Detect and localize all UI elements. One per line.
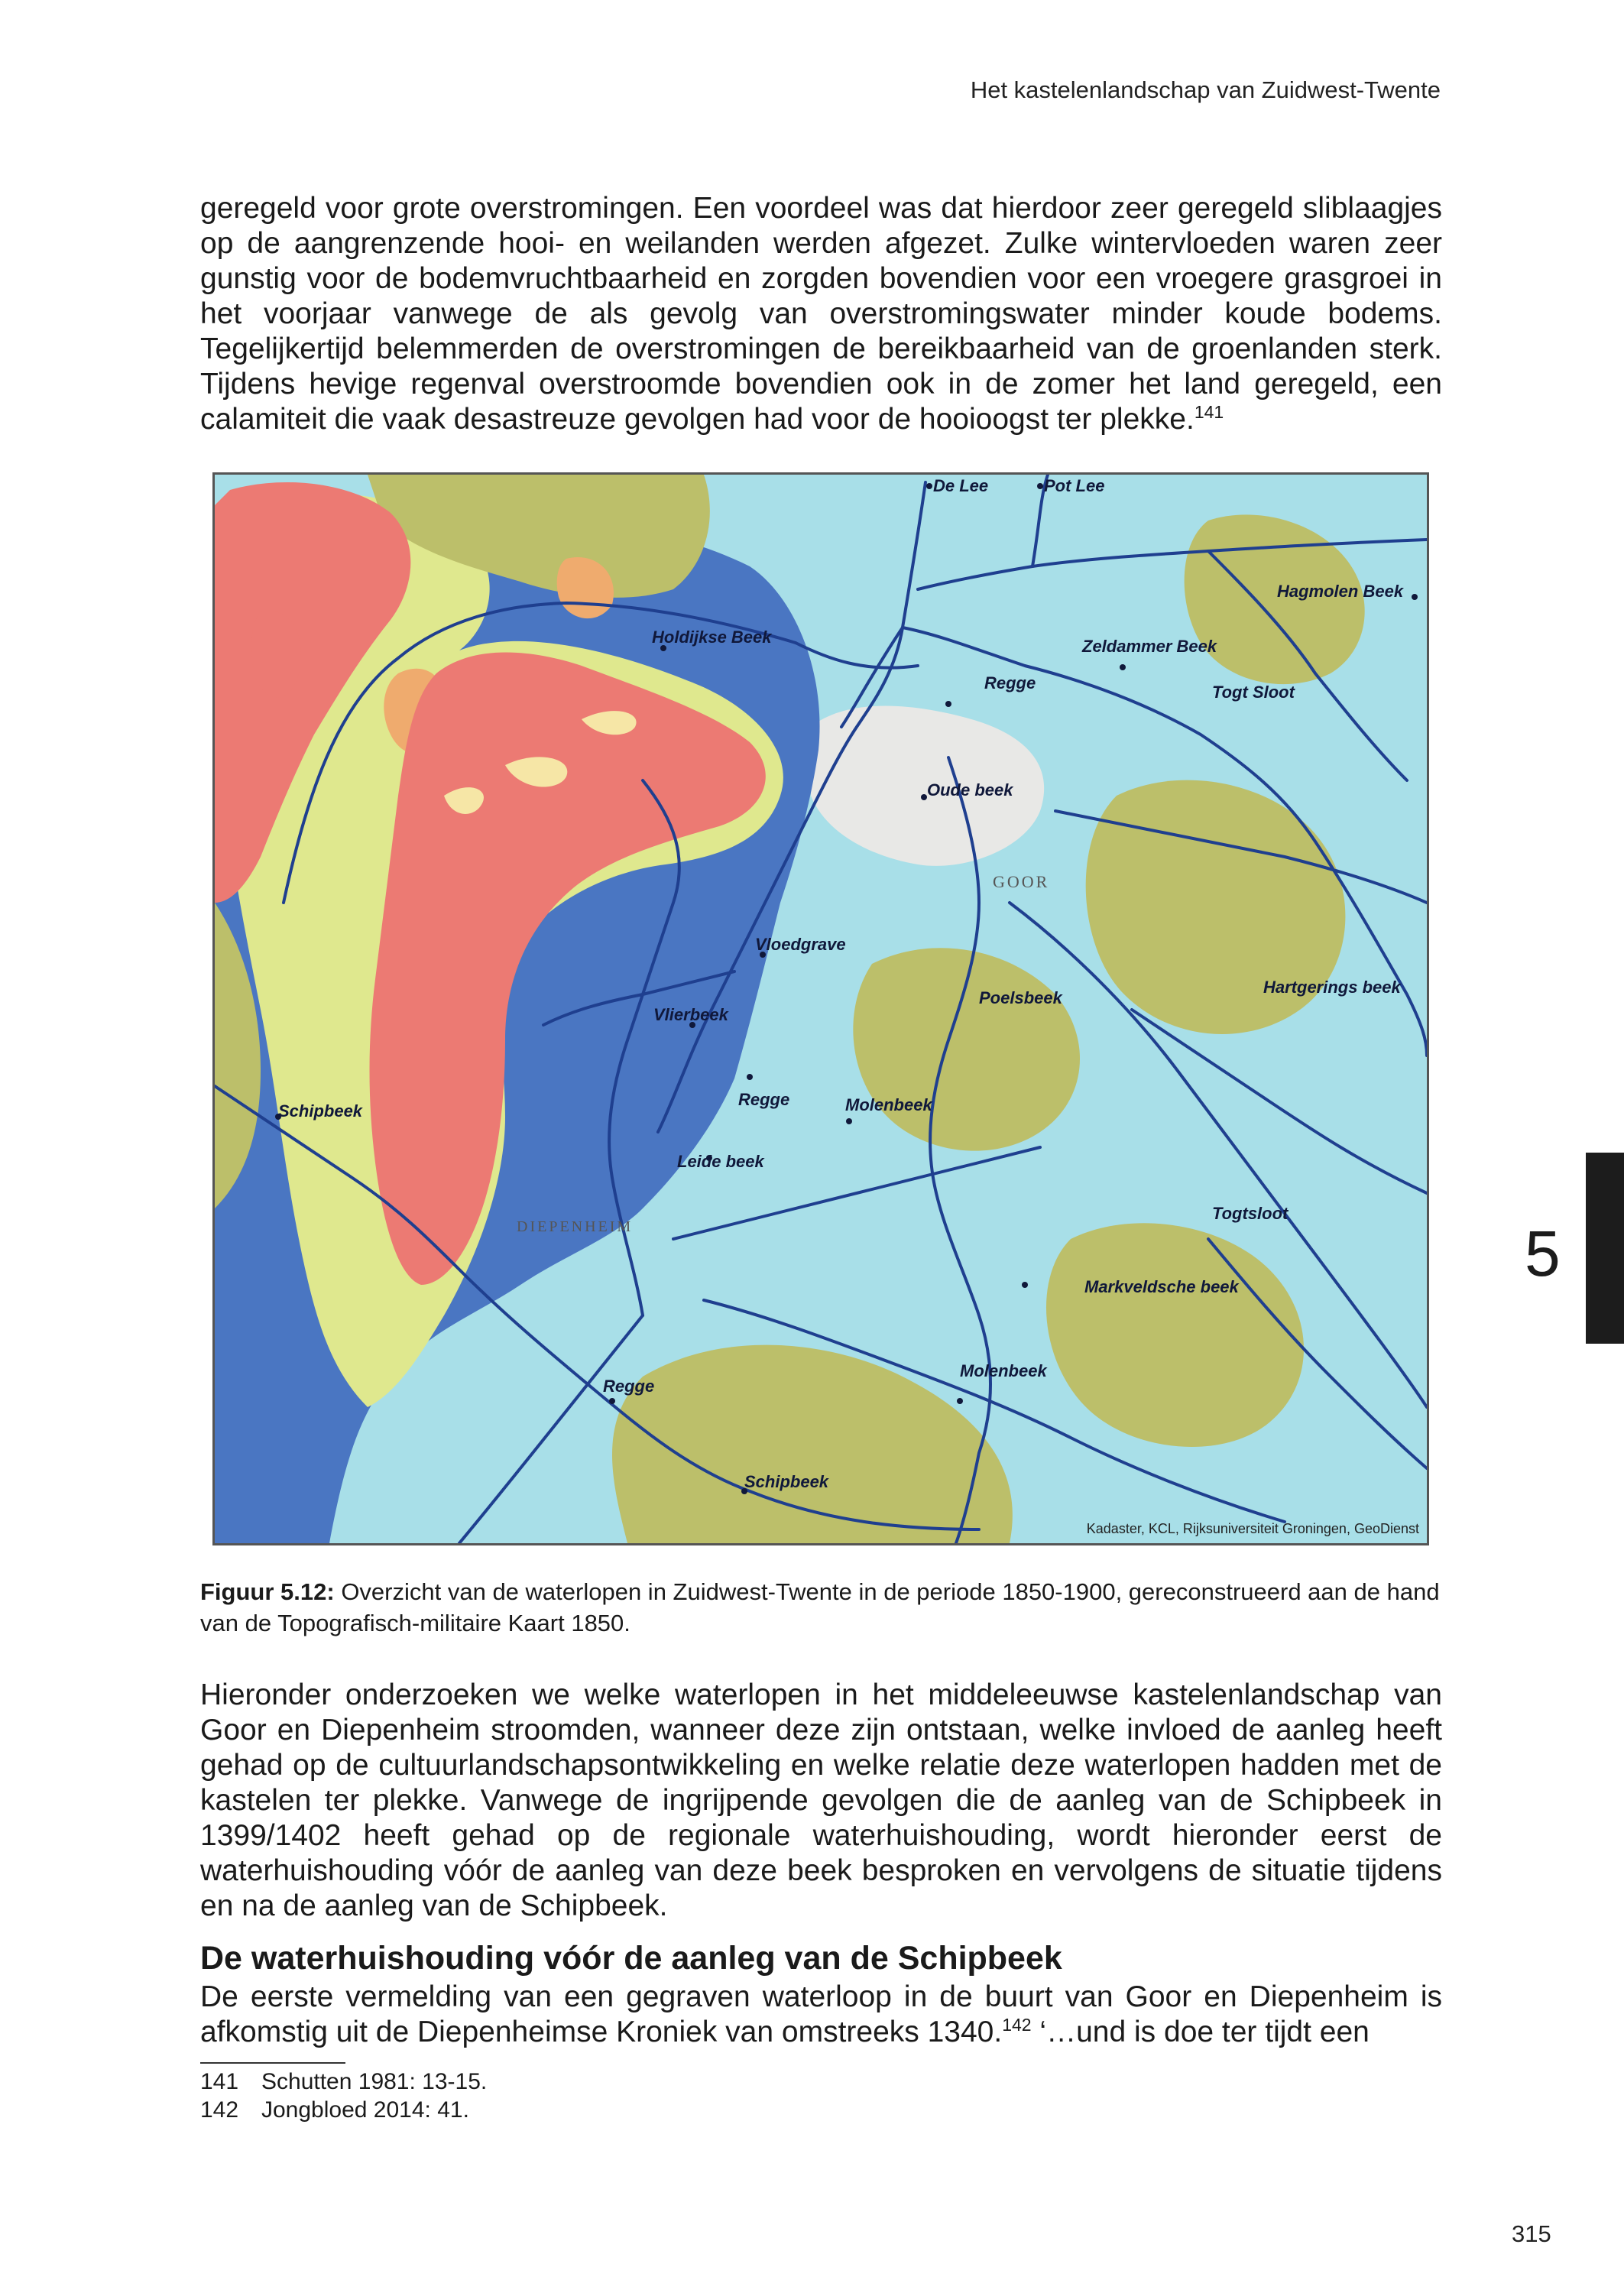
- dot-markveldsche-beek: [1022, 1282, 1028, 1288]
- map-label-molenbeek-mid: Molenbeek: [845, 1095, 932, 1114]
- map-label-hartgerings-beek: Hartgerings beek: [1263, 978, 1401, 997]
- chapter-tab: [1586, 1153, 1624, 1344]
- dot-regge-north: [945, 701, 951, 707]
- footnote-142: [200, 2096, 487, 2124]
- water-map: [215, 475, 1427, 1543]
- dot-regge-mid: [747, 1074, 753, 1080]
- footnote-ref-141[interactable]: 141: [1194, 402, 1224, 422]
- dot-hagmolen-beek: [1412, 594, 1418, 600]
- map-label-togt-sloot: Togt Sloot: [1212, 683, 1295, 702]
- dot-regge-south: [609, 1398, 615, 1404]
- dot-pot-lee: [1037, 483, 1043, 489]
- map-label-schipbeek-west: Schipbeek: [278, 1101, 363, 1121]
- dot-molenbeek-south: [957, 1398, 963, 1404]
- map-label-molenbeek-south: Molenbeek: [960, 1361, 1047, 1380]
- body-paragraph-3: [200, 1980, 1442, 2050]
- footnote-ref-142[interactable]: 142: [1002, 2015, 1032, 2035]
- footnote-divider: [200, 2062, 345, 2064]
- map-label-oude-beek: Oude beek: [927, 780, 1013, 799]
- section-heading: De waterhuishouding vóór de aanleg van de Schipbeek: [200, 1940, 1062, 1977]
- paragraph-text: geregeld voor grote overstromingen. Een voordeel was dat hierdoor zeer geregeld sliblaagjes op de aangrenzende hooi- en weilanden werden afgezet. Zulke wintervloeden waren zeer gunstig voor de bodemvruchtbaarheid en zorgden bovendien voor een vroegere grasgroei in het voorjaar vanwege de als gevolg van overstromingswater minder koude bodems. Tegelijkertijd belemmerden de overstromingen de bereikbaarheid van de groenlanden sterk. Tijdens hevige regenval overstroomde bovendien ook in de zomer het land geregeld, een calamiteit die vaak desastreuze gevolgen had voor de hooioogst ter plekke.: [200, 192, 1442, 436]
- dot-molenbeek-mid: [846, 1118, 852, 1124]
- map-label-vloedgrave: Vloedgrave: [755, 935, 846, 954]
- footnote-number: 142: [200, 2097, 239, 2123]
- map-label-regge-mid: Regge: [738, 1090, 790, 1109]
- map-label-hagmolen-beek: Hagmolen Beek: [1277, 582, 1404, 601]
- map-credit: Kadaster, KCL, Rijksuniversiteit Groningen, GeoDienst: [1086, 1521, 1419, 1536]
- map-label-holdijkse-beek: Holdijkse Beek: [652, 628, 772, 647]
- map-label-togtsloot: Togtsloot: [1212, 1204, 1289, 1223]
- body-paragraph-1: [200, 191, 1442, 437]
- figure-caption: [200, 1576, 1442, 1639]
- map-label-regge-north: Regge: [984, 673, 1036, 692]
- map-label-poelsbeek: Poelsbeek: [979, 988, 1062, 1007]
- paragraph-text-before-ref: De eerste vermelding van een gegraven waterloop in de buurt van Goor en Diepenheim is afkomstig uit de Diepenheimse Kroniek van omstreeks 1340.: [200, 1980, 1442, 2048]
- water-map-figure: [212, 472, 1429, 1545]
- page-number: 315: [1512, 2220, 1551, 2247]
- dot-oude-beek: [921, 794, 927, 800]
- paragraph-text-after-ref: ‘…und is doe ter tijdt een: [1031, 2016, 1370, 2048]
- map-label-pot-lee: Pot Lee: [1044, 476, 1105, 495]
- map-label-markveldsche-beek: Markveldsche beek: [1084, 1277, 1239, 1296]
- chapter-number: 5: [1525, 1218, 1561, 1289]
- map-label-vlierbeek: Vlierbeek: [653, 1005, 728, 1024]
- map-label-leide-beek: Leide beek: [677, 1152, 764, 1171]
- map-label-zeldammer-beek: Zeldammer Beek: [1082, 637, 1217, 656]
- map-label-schipbeek-south: Schipbeek: [744, 1472, 829, 1491]
- footnote-text: Schutten 1981: 13-15.: [261, 2069, 488, 2094]
- caption-label: Figuur 5.12:: [200, 1578, 335, 1605]
- running-header: Het kastelenlandschap van Zuidwest-Twente: [970, 76, 1441, 103]
- map-label-goor: GOOR: [993, 872, 1050, 891]
- map-label-diepenheim: DIEPENHEIM: [517, 1218, 634, 1235]
- caption-text: Overzicht van de waterlopen in Zuidwest-Twente in de periode 1850-1900, gereconstrueerd aan de hand van de Topografisch-militaire Kaart 1850.: [200, 1578, 1440, 1636]
- footnote-number: 141: [200, 2069, 239, 2094]
- footnote-141: [200, 2068, 487, 2096]
- footnote-text: Jongbloed 2014: 41.: [261, 2097, 469, 2123]
- footnotes: [200, 2068, 487, 2124]
- dot-togt-sloot: [1120, 664, 1126, 670]
- dot-de-lee: [926, 483, 932, 489]
- map-label-de-lee: De Lee: [933, 476, 989, 495]
- map-label-regge-south: Regge: [603, 1377, 655, 1396]
- body-paragraph-2: Hieronder onderzoeken we welke waterlopen in het middeleeuwse kastelenlandschap van Goor en Diepenheim stroomden, wanneer deze zijn ontstaan, welke invloed de aanleg heeft gehad op de cultuurlandschapsontwikkeling en welke relatie deze waterlopen hadden met de kastelen ter plekke. Vanwege de ingrijpende gevolgen die de aanleg van de Schipbeek in 1399/1402 heeft gehad op de regionale waterhuishouding, wordt hieronder eerst de waterhuishouding vóór de aanleg van deze beek besproken en vervolgens de situatie tijdens en na de aanleg van de Schipbeek.: [200, 1678, 1442, 1922]
